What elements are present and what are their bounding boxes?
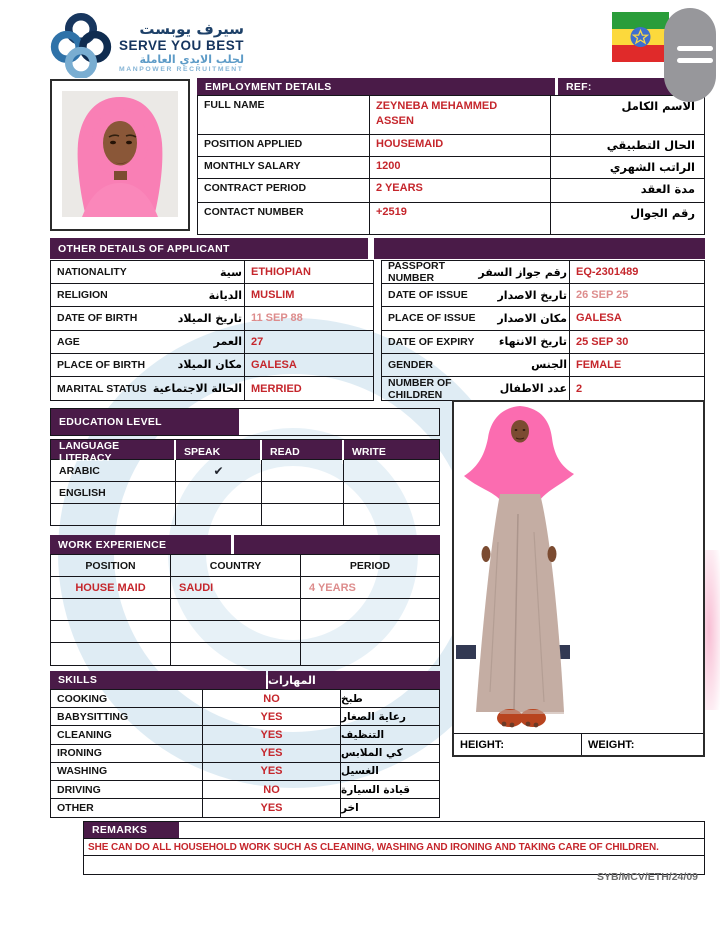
height-label: HEIGHT:	[454, 734, 582, 755]
ethiopia-flag-icon	[612, 12, 669, 62]
field-label-arabic: عدد الاطفال	[499, 382, 567, 396]
table-cell	[344, 482, 439, 503]
field-value: MUSLIM	[251, 289, 295, 302]
work-experience-header-spacer	[234, 535, 440, 554]
menu-button[interactable]	[664, 8, 716, 102]
table-cell	[262, 504, 344, 525]
employment-details-header: EMPLOYMENT DETAILS	[197, 78, 555, 95]
language-name: ARABIC	[51, 460, 176, 481]
table-cell	[176, 504, 262, 525]
table-row	[51, 726, 439, 744]
table-row	[51, 763, 439, 781]
skill-label-arabic: قيادة السيارة	[341, 783, 411, 796]
column-header: COUNTRY	[171, 555, 301, 576]
table-row	[51, 708, 439, 726]
table-cell	[176, 482, 262, 503]
remarks-header: REMARKS	[84, 822, 179, 838]
field-label-arabic: الجنس	[531, 358, 567, 372]
work-experience-section	[50, 535, 440, 666]
education-level-header: EDUCATION LEVEL	[51, 409, 241, 435]
field-label-arabic: العمر	[213, 335, 242, 349]
skill-value: YES	[203, 745, 341, 762]
column-header: POSITION	[51, 555, 171, 576]
skill-label-arabic: اخر	[341, 802, 359, 815]
field-value: GALESA	[576, 312, 622, 325]
field-label: FULL NAME	[198, 96, 370, 134]
field-label-arabic: رقم الجوال	[630, 206, 695, 220]
field-label: NUMBER OF CHILDREN	[388, 376, 452, 401]
weight-label: WEIGHT:	[588, 738, 635, 751]
position-cell	[51, 621, 171, 642]
skill-value: NO	[203, 690, 341, 707]
table-row	[51, 745, 439, 763]
skills-header-arabic: المهارات	[268, 671, 440, 689]
skill-value: YES	[203, 726, 341, 743]
country-cell	[171, 599, 301, 620]
field-value: ETHIOPIAN	[251, 266, 311, 279]
field-label: AGE	[57, 335, 80, 348]
field-label-arabic: الراتب الشهري	[609, 160, 695, 174]
table-cell	[262, 460, 344, 481]
position-cell	[51, 599, 171, 620]
skill-label: IRONING	[51, 745, 203, 762]
column-header: WRITE	[352, 446, 386, 458]
skill-label: CLEANING	[51, 726, 203, 743]
field-value: 2	[576, 382, 583, 395]
applicant-portrait-photo	[50, 79, 190, 231]
field-label-arabic: الحال التطبيقي	[606, 138, 695, 152]
column-header: PERIOD	[349, 559, 391, 572]
agency-logo	[50, 12, 244, 83]
agency-name: SERVE YOU BEST	[119, 38, 245, 54]
skills-header: SKILLS	[50, 671, 266, 689]
field-value: HOUSEMAID	[370, 135, 551, 156]
work-experience-header: WORK EXPERIENCE	[50, 535, 231, 554]
field-value: 26 SEP 25	[576, 289, 629, 302]
field-label-arabic: الحالة الاجتماعية	[152, 382, 242, 396]
field-value: GALESA	[251, 358, 297, 371]
period-cell: 4 YEARS	[309, 581, 356, 594]
field-label: RELIGION	[57, 289, 108, 302]
agency-logo-knot-icon	[50, 12, 112, 83]
skill-value: YES	[203, 763, 341, 780]
field-label-arabic: مكان الميلاد	[177, 358, 242, 372]
table-row	[51, 481, 439, 503]
table-cell	[262, 482, 344, 503]
country-cell	[171, 621, 301, 642]
agency-tagline-arabic: لجلب الايدي العاملة	[139, 52, 245, 66]
field-label-arabic: الاسم الكامل	[621, 99, 695, 113]
language-name	[51, 504, 176, 525]
full-body-photo	[454, 402, 703, 733]
field-label-arabic: مدة العقد	[640, 182, 695, 196]
field-value: 1200	[370, 157, 551, 178]
field-value: FEMALE	[576, 358, 622, 371]
skill-label: OTHER	[51, 799, 203, 817]
table-row	[51, 599, 439, 621]
field-label-arabic: رقم جواز السفر	[478, 265, 567, 279]
agency-name-arabic: سيرف يوبست	[139, 19, 245, 38]
position-cell	[51, 643, 171, 665]
language-name: ENGLISH	[51, 482, 176, 503]
field-label: PLACE OF BIRTH	[57, 358, 146, 371]
field-label: CONTACT NUMBER	[198, 203, 370, 234]
skill-value: YES	[203, 799, 341, 817]
ref-label: REF:	[558, 78, 705, 95]
table-row	[51, 459, 439, 481]
field-label-arabic: تاريخ الانتهاء	[498, 335, 567, 349]
skills-section	[50, 671, 440, 818]
field-value: 25 SEP 30	[576, 335, 629, 348]
other-details-header: OTHER DETAILS OF APPLICANT	[50, 238, 368, 259]
field-label: NATIONALITY	[57, 266, 127, 279]
hamburger-icon	[677, 46, 713, 51]
skill-label: COOKING	[51, 690, 203, 707]
other-details-header-spacer	[374, 238, 705, 259]
table-row	[51, 799, 439, 817]
field-label: DATE OF ISSUE	[388, 289, 468, 302]
hamburger-icon	[677, 58, 713, 63]
language-literacy-table	[50, 439, 440, 526]
table-cell	[344, 504, 439, 525]
skill-label-arabic: التنظيف	[341, 728, 385, 741]
remarks-text: SHE CAN DO ALL HOUSEHOLD WORK SUCH AS CLEANING, WASHING AND IRONING AND TAKING CARE OF CHILDREN.	[84, 839, 704, 856]
column-header: READ	[262, 440, 344, 464]
table-row	[51, 643, 439, 665]
education-level-section	[50, 408, 440, 436]
period-cell	[301, 599, 439, 620]
skill-label-arabic: رعاية الصغار	[341, 710, 406, 723]
field-label: GENDER	[388, 358, 433, 371]
position-cell: HOUSE MAID	[51, 577, 171, 598]
field-label-arabic: سية	[220, 265, 242, 279]
field-value: 11 SEP 88	[251, 312, 303, 325]
column-header: SPEAK	[176, 440, 262, 464]
field-label: PASSPORT NUMBER	[388, 261, 445, 284]
full-body-photo-illustration	[454, 402, 703, 733]
skill-label: WASHING	[51, 763, 203, 780]
field-value: EQ-2301489	[576, 266, 639, 279]
table-row	[51, 503, 439, 525]
field-value: MERRIED	[251, 382, 302, 395]
skill-label-arabic: الغسيل	[341, 765, 379, 778]
field-label: MARITAL STATUS	[57, 382, 147, 395]
column-header: LANGUAGE LITERACY	[51, 440, 176, 464]
other-details-right-table	[381, 260, 705, 401]
skill-value: NO	[203, 781, 341, 798]
skill-value: YES	[203, 708, 341, 725]
table-cell	[344, 460, 439, 481]
field-label: DATE OF BIRTH	[57, 312, 138, 325]
applicant-full-photo-panel	[452, 400, 705, 757]
field-label-arabic: مكان الاصدار	[497, 311, 567, 325]
field-label: POSITION APPLIED	[198, 135, 370, 156]
skill-label: BABYSITTING	[51, 708, 203, 725]
period-cell	[301, 621, 439, 642]
field-value: 27	[251, 335, 264, 348]
field-label: MONTHLY SALARY	[198, 157, 370, 178]
table-row	[51, 577, 439, 599]
table-row	[51, 690, 439, 708]
other-details-left-table	[50, 260, 374, 401]
other-details-section	[50, 238, 705, 401]
skill-label-arabic: كي الملابس	[341, 747, 403, 760]
country-cell: SAUDI	[171, 577, 301, 598]
checkmark-icon: ✔	[176, 460, 262, 481]
field-label-arabic: تاريخ الاصدار	[497, 288, 567, 302]
field-label-arabic: الديانة	[208, 288, 242, 302]
period-cell	[301, 643, 439, 665]
agency-tagline: MANPOWER RECRUITMENT	[119, 66, 244, 74]
document-reference-code: SYB/MCV/ETH/24/09	[597, 871, 698, 883]
field-label: PLACE OF ISSUE	[388, 312, 476, 325]
table-row	[51, 621, 439, 643]
portrait-photo-illustration	[62, 91, 178, 217]
field-label: DATE OF EXPIRY	[388, 335, 475, 348]
field-value: +2519	[370, 203, 551, 234]
skill-label-arabic: طبخ	[341, 692, 363, 705]
field-label: CONTRACT PERIOD	[198, 179, 370, 202]
remarks-section	[83, 821, 705, 883]
skill-label: DRIVING	[51, 781, 203, 798]
field-label-arabic: تاريخ الميلاد	[177, 311, 242, 325]
field-value: 2 YEARS	[370, 179, 551, 202]
table-row	[51, 781, 439, 799]
employment-details-section	[197, 78, 705, 235]
country-cell	[171, 643, 301, 665]
field-value: ZEYNEBA MEHAMMED ASSEN	[376, 100, 498, 127]
